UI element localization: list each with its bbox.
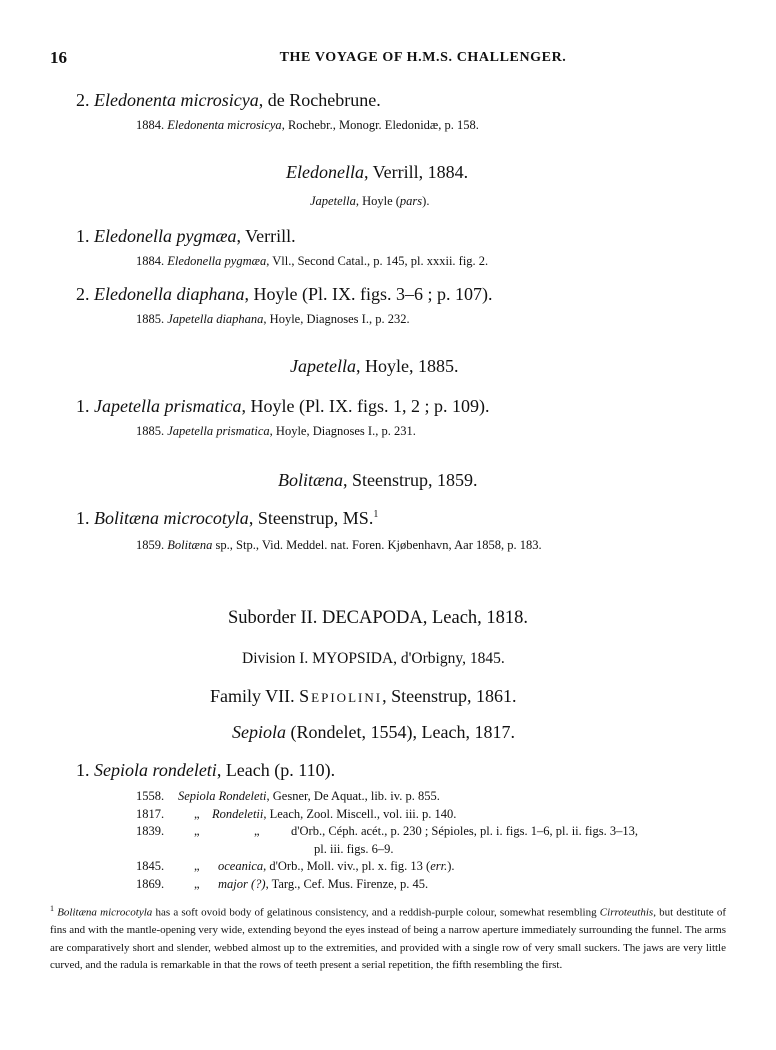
species-japetella-prismatica [76,396,489,417]
genus-bolitaena-heading [278,470,478,491]
species-author: , Steenstrup, MS. [248,508,374,528]
synonym-year: 1885. [136,312,165,326]
synonym-year: 1884. [136,254,165,268]
genus-author: , Verrill, 1884. [363,162,469,182]
genus-name: Japetella [290,356,356,376]
species-eledonella-pygmaea [76,226,296,247]
ditto-mark: „ [194,876,200,891]
synonymy-reference: , d'Orb., Moll. viv., pl. x. fig. 13 ( [263,859,431,873]
species-name: Bolitæna microcotyla [94,508,249,528]
family-name: Sepiolini [299,686,383,706]
species-author: , Leach (p. 110). [216,760,336,780]
synonymy-year: 1845. [136,859,165,873]
genus-name: Sepiola [232,722,286,742]
species-number: 1. [76,396,90,416]
synonym-reference: , Vll., Second Catal., p. 145, pl. xxxii. fig. 2. [266,254,489,268]
synonymy-entry [178,788,440,806]
ditto-mark: „ [254,824,260,838]
genus-synonym-close: ). [422,194,430,208]
synonym-year: 1885. [136,424,165,438]
footnote-marker: 1 [373,509,379,520]
species-author: , Hoyle (Pl. IX. figs. 1, 2 ; p. 109). [241,396,490,416]
synonym-name: Japetella diaphana [167,312,264,326]
synonymy-reference: , Targ., Cef. Mus. Firenze, p. 45. [265,876,429,891]
species-bolitaena-microcotyla [76,508,378,529]
species-name: Eledonenta microsicya [94,90,259,110]
synonymy-reference: , Gesner, De Aquat., lib. iv. p. 855. [266,789,440,803]
species-author: , de Rochebrune. [258,90,381,110]
genus-author: , Steenstrup, 1859. [343,470,478,490]
genus-eledonella-heading [286,162,468,183]
synonymy-name: Rondeletii [212,806,264,821]
genus-synonym-author: , Hoyle ( [355,194,400,208]
species-eledonella-diaphana [76,284,492,305]
ditto-mark: „ [194,806,200,821]
division-heading: Division I. MYOPSIDA, d'Orbigny, 1845. [242,650,505,667]
species-name: Eledonella diaphana [94,284,245,304]
synonymy-entry [212,806,456,824]
running-head: THE VOYAGE OF H.M.S. CHALLENGER. [279,50,567,65]
synonymy-name: Sepiola Rondeleti [178,789,267,803]
synonym-name: Eledonella pygmæa [167,254,267,268]
genus-japetella-heading [290,356,458,377]
page-number: 16 [50,48,67,67]
synonym-eledonella-diaphana [136,312,410,327]
genus-eledonella-synonym [310,194,429,209]
synonymy-reference: , Leach, Zool. Miscell., vol. iii. p. 140. [263,806,457,821]
species-number: 2. [76,90,90,110]
synonym-japetella-prismatica [136,424,416,439]
synonymy-year: 1839. [136,824,165,838]
synonym-reference: , Hoyle, Diagnoses I., p. 231. [269,424,416,438]
genus-synonym-name: Japetella [310,194,356,208]
synonymy-year: 1817. [136,806,165,821]
footnote-mark: 1 [50,904,54,913]
synonymy-reference: pl. iii. figs. 6–9. [314,841,394,856]
synonym-reference: , Rochebr., Monogr. Eledonidæ, p. 158. [281,118,479,132]
synonymy-year: 1869. [136,876,165,891]
footnote-text: has a soft ovoid body of gelatinous consistency, and a reddish-purple colour, somewhat resembling [152,906,600,919]
synonym-reference: , Hoyle, Diagnoses I., p. 232. [263,312,410,326]
synonymy-name: major (?) [218,876,266,891]
suborder-heading: Suborder II. DECAPODA, Leach, 1818. [228,608,529,628]
synonym-eledonella-pygmaea [136,254,488,269]
species-sepiola-rondeleti [76,760,335,781]
synonym-name: Bolitæna [167,538,213,552]
ditto-mark: „ [194,824,200,838]
species-name: Japetella prismatica [94,396,242,416]
species-author: , Verrill. [236,226,296,246]
synonym-year: 1859. [136,538,165,552]
synonym-name: Eledonenta microsicya [167,118,282,132]
genus-name: Bolitæna [278,470,344,490]
synonym-name: Japetella prismatica [167,424,270,438]
synonym-bolitaena [136,538,542,553]
ditto-mark: „ [194,859,200,873]
synonymy-reference-end: ). [447,859,455,873]
species-eledonenta-microsicya [76,90,381,111]
species-number: 1. [76,508,90,528]
synonymy-reference-italic: err. [430,859,448,873]
synonymy-name: oceanica [218,859,264,873]
footnote-genus-name: Cirroteuthis [599,906,654,919]
family-author: , Steenstrup, 1861. [382,686,517,706]
species-name: Eledonella pygmæa [94,226,237,246]
genus-author: , Hoyle, 1885. [355,356,459,376]
species-number: 1. [76,226,90,246]
species-name: Sepiola rondeleti [94,760,217,780]
synonym-reference: sp., Stp., Vid. Meddel. nat. Foren. Kjøbenhavn, Aar 1858, p. 183. [212,538,542,552]
synonymy-entry [218,876,428,894]
synonymy-year: 1558. [136,789,165,803]
footnote [50,900,726,975]
footnote-species-name: Bolitæna microcotyla [57,906,153,919]
species-number: 1. [76,760,90,780]
family-heading [210,686,517,707]
species-author: , Hoyle (Pl. IX. figs. 3–6 ; p. 107). [244,284,493,304]
synonymy-entry [218,858,455,876]
genus-sepiola-heading [232,722,515,743]
genus-author: (Rondelet, 1554), Leach, 1817. [286,722,515,742]
genus-name: Eledonella [286,162,364,182]
species-number: 2. [76,284,90,304]
synonym-year: 1884. [136,118,165,132]
family-prefix: Family VII. [210,686,300,706]
synonymy-reference: d'Orb., Céph. acét., p. 230 ; Sépioles, pl. i. figs. 1–6, pl. ii. figs. 3–13, [291,824,639,838]
genus-synonym-pars: pars [399,194,423,208]
synonym-eledonenta [136,118,479,133]
footnote-text: , but destitute of fins and with the mantle-opening very wide, extending beyond the eyes instead of being a narrow aperture immediately surrounding the funnel. The arms are comparatively short and slender, webbed almost up to the extremities, and provided with a single row of very small suckers. The jaws are very little curved, and the radula is remarkable in that the rows of teeth present a serial repetition, the fifth resembling the first. [50,906,727,972]
